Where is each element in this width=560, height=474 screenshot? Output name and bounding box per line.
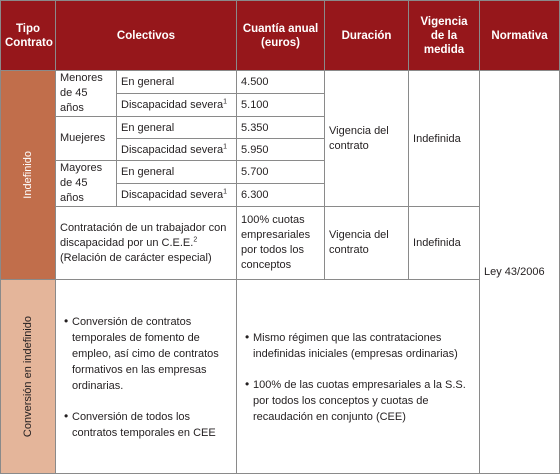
- duracion-cell: Vigencia del contrato: [325, 71, 409, 207]
- list-item: • Conversión de contratos temporales de fomento de empleo, así cimo de contratos formativos en las empresas ordinarias.: [60, 313, 232, 394]
- sub-label: [117, 184, 237, 207]
- cee-text: Contratación de un trabajador con discapacidad por un C.E.E.: [60, 221, 227, 249]
- amount-cell: 5.950: [237, 139, 325, 161]
- table-row: [1, 71, 560, 94]
- header-tipo-contrato: Tipo Contrato: [1, 1, 56, 71]
- sub-label: En general: [117, 117, 237, 139]
- normativa-cell: Ley 43/2006: [480, 71, 560, 474]
- cee-amount-cell: 100% cuotas empresariales por todos los conceptos: [237, 207, 325, 280]
- conversion-label: Conversión en indefinido: [22, 315, 34, 438]
- header-duracion: Duración: [325, 1, 409, 71]
- amount-cell: 5.100: [237, 94, 325, 117]
- sub-label: [117, 94, 237, 117]
- header-normativa: Normativa: [480, 1, 560, 71]
- header-colectivos: Colectivos: [56, 1, 237, 71]
- group-name: Menores de 45 años: [56, 71, 117, 117]
- sub-label-text: Discapacidad severa: [121, 143, 224, 156]
- footnote-mark: 1: [223, 142, 228, 150]
- cee-note: (Relación de carácter especial): [60, 251, 212, 264]
- amount-cell: 4.500: [237, 71, 325, 94]
- amount-cell: 5.700: [237, 161, 325, 184]
- group-name: Muejeres: [56, 117, 117, 161]
- indefinido-side-cell: [1, 71, 56, 280]
- table-row: [1, 280, 560, 474]
- indefinido-label: Indefinido: [22, 151, 34, 199]
- sub-label: En general: [117, 71, 237, 94]
- conversion-side-cell: [1, 280, 56, 474]
- list-item: • Conversión de todos los contratos temporales en CEE: [60, 408, 232, 441]
- header-row: [1, 1, 560, 71]
- amount-cell: 5.350: [237, 117, 325, 139]
- sub-label-text: Discapacidad severa: [121, 99, 224, 111]
- group-name: Mayores de 45 años: [56, 161, 117, 207]
- footnote-mark: 2: [193, 235, 198, 243]
- footnote-mark: 1: [223, 188, 228, 196]
- conversion-left-list: [60, 313, 232, 441]
- conversion-left-cell: [56, 280, 237, 474]
- sub-label: En general: [117, 161, 237, 184]
- conversion-right-cell: [237, 280, 480, 474]
- sub-label-text: Discapacidad severa: [121, 189, 224, 201]
- header-cuantia: Cuantía anual (euros): [237, 1, 325, 71]
- conversion-right-list: [241, 329, 475, 425]
- cee-vigencia-cell: Indefinida: [409, 207, 480, 280]
- cee-cell: [56, 207, 237, 280]
- sub-label: [117, 139, 237, 161]
- header-vigencia: Vigencia de la medida: [409, 1, 480, 71]
- vigencia-cell: Indefinida: [409, 71, 480, 207]
- footnote-mark: 1: [223, 98, 228, 106]
- amount-cell: 6.300: [237, 184, 325, 207]
- table-row: [1, 207, 560, 280]
- list-item: • Mismo régimen que las contrataciones indefinidas iniciales (empresas ordinarias): [241, 329, 475, 362]
- list-item: • 100% de las cuotas empresariales a la S.S. por todos los conceptos y cuotas de recaudación en conjunto (CEE): [241, 376, 475, 425]
- cee-duracion-cell: Vigencia del contrato: [325, 207, 409, 280]
